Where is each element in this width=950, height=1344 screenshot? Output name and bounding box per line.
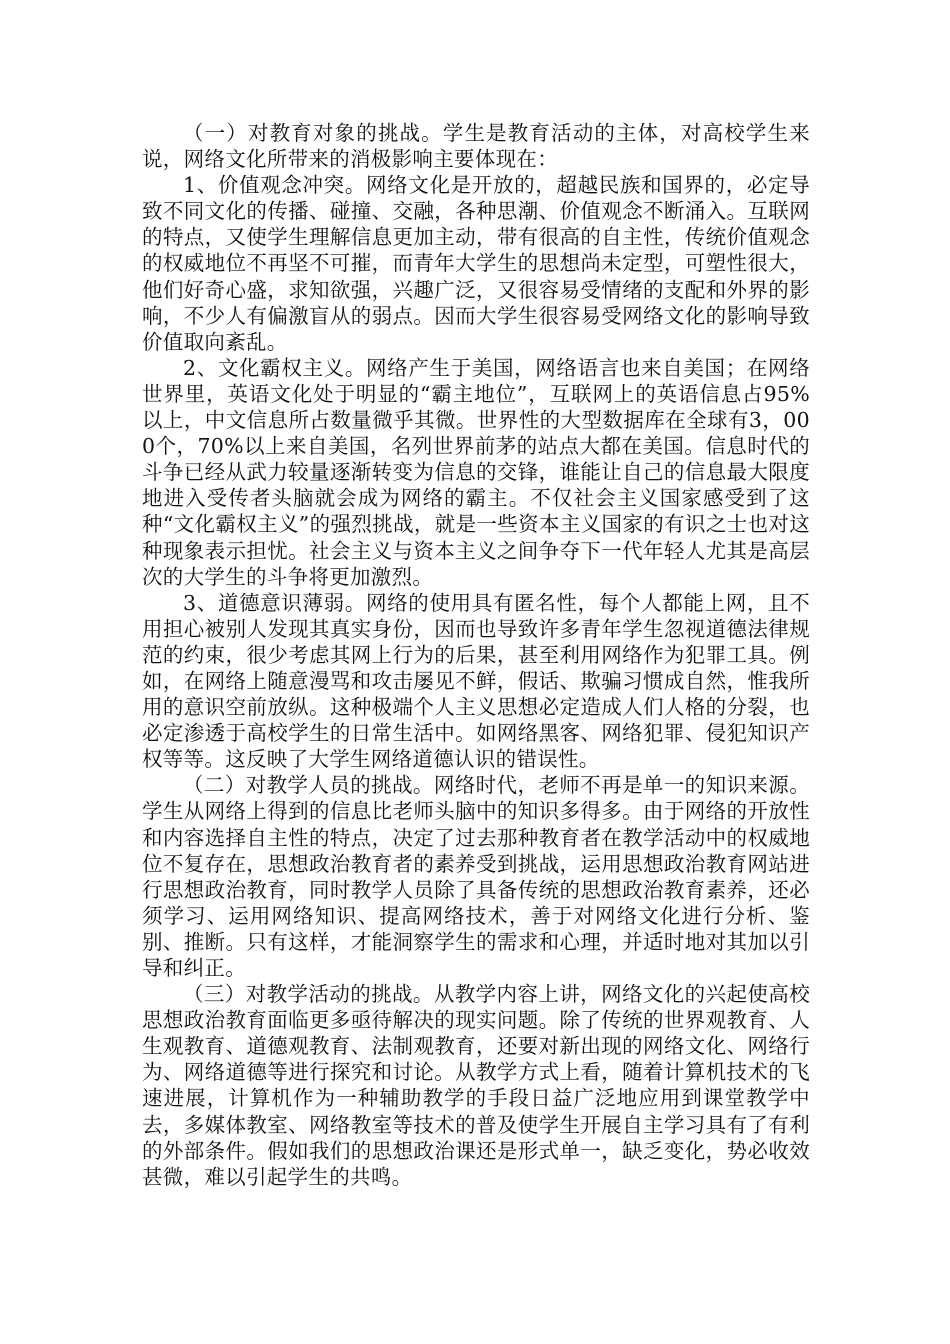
document-body [142,120,810,1190]
paragraph-cultural-hegemony: 2、文化霸权主义。网络产生于美国，网络语言也来自美国；在网络世界里，英语文化处于明显的“霸主地位”，互联网上的英语信息占95%以上，中文信息所占数量微乎其微。世界性的大型数据库在全球有3，000个，70%以上来自美国，名列世界前茅的站点大都在美国。信息时代的斗争已经从武力较量逐渐转变为信息的交锋，谁能让自己的信息最大限度地进入受传者头脑就会成为网络的霸主。不仅社会主义国家感受到了这种“文化霸权主义”的强烈挑战，就是一些资本主义国家的有识之士也对这种现象表示担忧。社会主义与资本主义之间争夺下一代年轻人尤其是高层次的大学生的斗争将更加激烈。 [142,355,810,589]
paragraph-challenge-teaching-activities: （三）对教学活动的挑战。从教学内容上讲，网络文化的兴起使高校思想政治教育面临更多亟待解决的现实问题。除了传统的世界观教育、人生观教育、道德观教育、法制观教育，还要对新出现的网络文化、网络行为、网络道德等进行探究和讨论。从教学方式上看，随着计算机技术的飞速进展，计算机作为一种辅助教学的手段日益广泛地应用到课堂教学中去，多媒体教室、网络教室等技术的普及使学生开展自主学习具有了有利的外部条件。假如我们的思想政治课还是形式单一，缺乏变化，势必收效甚微，难以引起学生的共鸣。 [142,982,810,1189]
paragraph-weak-moral-awareness: 3、道德意识薄弱。网络的使用具有匿名性，每个人都能上网，且不用担心被别人发现其真实身份，因而也导致许多青年学生忽视道德法律规范的约束，很少考虑其网上行为的后果，甚至利用网络作为犯罪工具。例如，在网络上随意漫骂和攻击屡见不鲜，假话、欺骗习惯成自然，惟我所用的意识空前放纵。这种极端个人主义思想必定造成人们人格的分裂，也必定渗透于高校学生的日常生活中。如网络黑客、网络犯罪、侵犯知识产权等等。这反映了大学生网络道德认识的错误性。 [142,590,810,772]
paragraph-challenge-teaching-staff: （二）对教学人员的挑战。网络时代，老师不再是单一的知识来源。学生从网络上得到的信息比老师头脑中的知识多得多。由于网络的开放性和内容选择自主性的特点，决定了过去那种教育者在教学活动中的权威地位不复存在，思想政治教育者的素养受到挑战，运用思想政治教育网站进行思想政治教育，同时教学人员除了具备传统的思想政治教育素养，还必须学习、运用网络知识、提高网络技术，善于对网络文化进行分析、鉴别、推断。只有这样，才能洞察学生的需求和心理，并适时地对其加以引导和纠正。 [142,773,810,980]
paragraph-challenge-education-objects: （一）对教育对象的挑战。学生是教育活动的主体，对高校学生来说，网络文化所带来的消极影响主要体现在： [142,121,810,172]
paragraph-value-conflict: 1、价值观念冲突。网络文化是开放的，超越民族和国界的，必定导致不同文化的传播、碰撞、交融，各种思潮、价值观念不断涌入。互联网的特点，又使学生理解信息更加主动，带有很高的自主性，传统价值观念的权威地位不再坚不可摧，而青年大学生的思想尚未定型，可塑性很大，他们好奇心盛，求知欲强，兴趣广泛，又很容易受情绪的支配和外界的影响，不少人有偏激盲从的弱点。因而大学生很容易受网络文化的影响导致价值取向紊乱。 [142,173,810,354]
